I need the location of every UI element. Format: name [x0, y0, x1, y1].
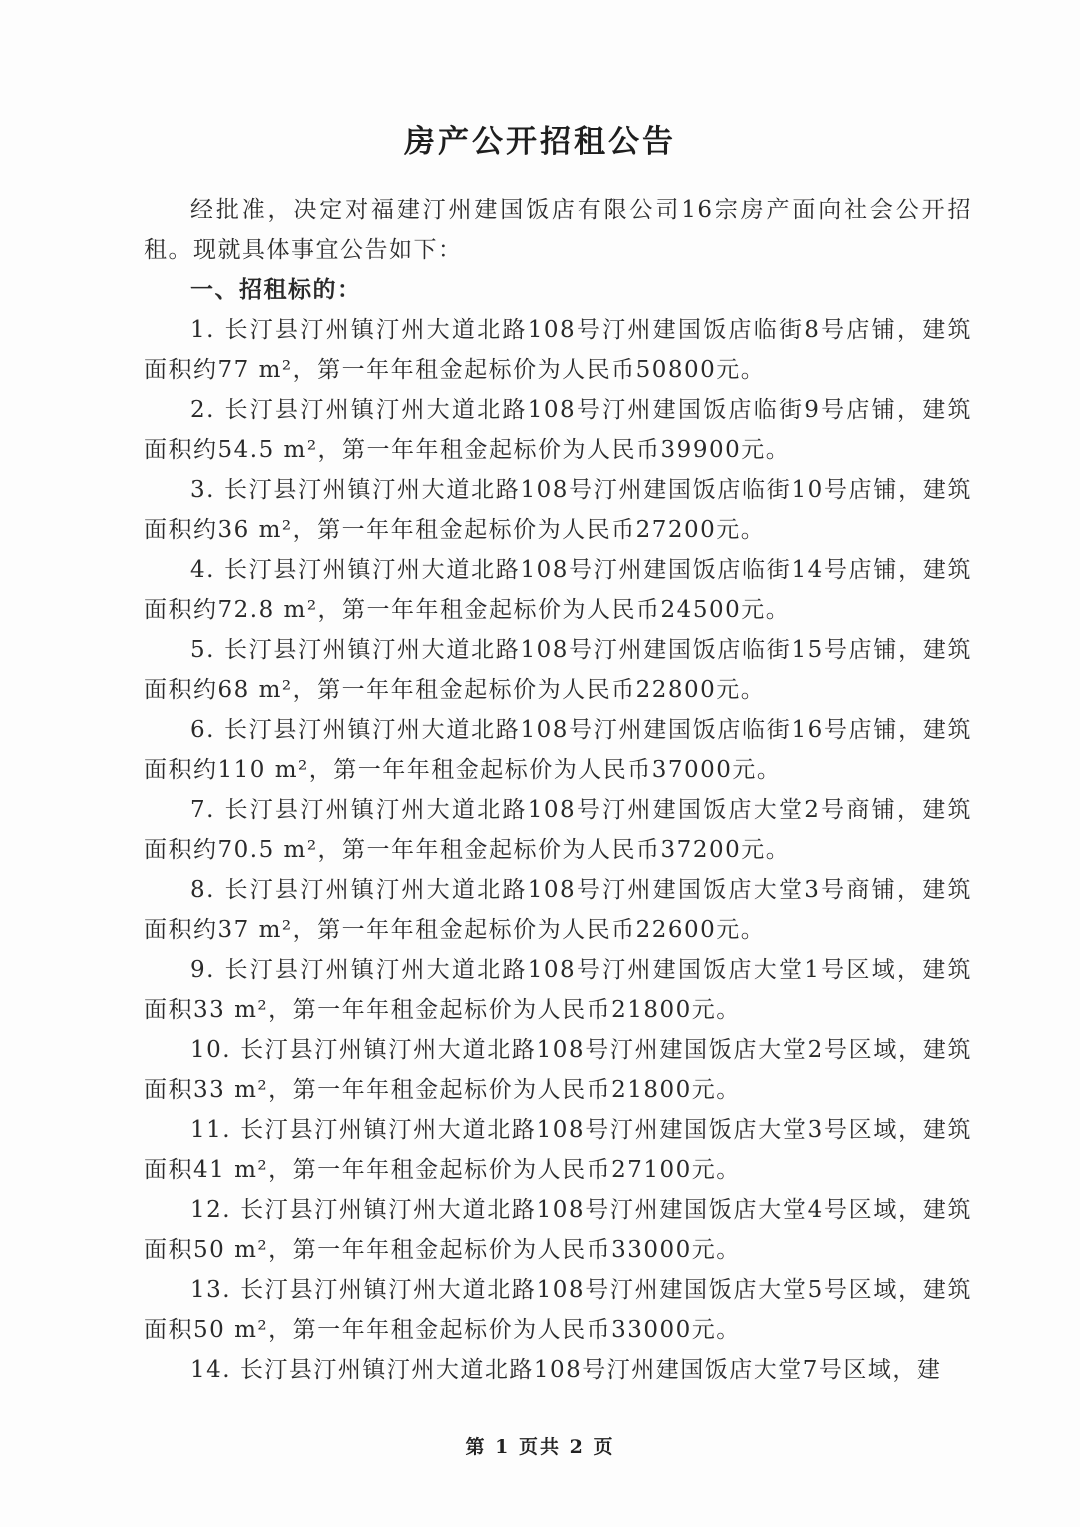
list-item: 1. 长汀县汀州镇汀州大道北路108号汀州建国饭店临街8号店铺，建筑面积约77 m²，第一年年租金起标价为人民币50800元。 [144, 317, 972, 383]
list-item: 5. 长汀县汀州镇汀州大道北路108号汀州建国饭店临街15号店铺，建筑面积约68 m²，第一年年租金起标价为人民币22800元。 [144, 637, 972, 703]
list-item: 13. 长汀县汀州镇汀州大道北路108号汀州建国饭店大堂5号区域，建筑面积50 m²，第一年年租金起标价为人民币33000元。 [144, 1277, 972, 1343]
list-item: 8. 长汀县汀州镇汀州大道北路108号汀州建国饭店大堂3号商铺，建筑面积约37 m²，第一年年租金起标价为人民币22600元。 [144, 877, 972, 943]
section-heading: 一、招租标的： [190, 277, 362, 303]
page-number-footer: 第 1 页共 2 页 [465, 1436, 615, 1458]
list-item: 12. 长汀县汀州镇汀州大道北路108号汀州建国饭店大堂4号区域，建筑面积50 m²，第一年年租金起标价为人民币33000元。 [144, 1197, 972, 1263]
list-item: 4. 长汀县汀州镇汀州大道北路108号汀州建国饭店临街14号店铺，建筑面积约72.8 m²，第一年年租金起标价为人民币24500元。 [144, 557, 972, 623]
list-item: 11. 长汀县汀州镇汀州大道北路108号汀州建国饭店大堂3号区域，建筑面积41 m²，第一年年租金起标价为人民币27100元。 [144, 1117, 972, 1183]
list-item: 3. 长汀县汀州镇汀州大道北路108号汀州建国饭店临街10号店铺，建筑面积约36 m²，第一年年租金起标价为人民币27200元。 [144, 477, 972, 543]
document-body [144, 190, 972, 1390]
item-list [144, 310, 972, 1390]
intro-paragraph: 经批准，决定对福建汀州建国饭店有限公司16宗房产面向社会公开招租。现就具体事宜公告如下： [144, 197, 972, 263]
list-item: 6. 长汀县汀州镇汀州大道北路108号汀州建国饭店临街16号店铺，建筑面积约110 m²，第一年年租金起标价为人民币37000元。 [144, 717, 972, 783]
list-item: 10. 长汀县汀州镇汀州大道北路108号汀州建国饭店大堂2号区域，建筑面积33 m²，第一年年租金起标价为人民币21800元。 [144, 1037, 972, 1103]
list-item: 2. 长汀县汀州镇汀州大道北路108号汀州建国饭店临街9号店铺，建筑面积约54.5 m²，第一年年租金起标价为人民币39900元。 [144, 397, 972, 463]
list-item: 9. 长汀县汀州镇汀州大道北路108号汀州建国饭店大堂1号区域，建筑面积33 m²，第一年年租金起标价为人民币21800元。 [144, 957, 972, 1023]
page-title: 房产公开招租公告 [404, 124, 676, 160]
list-item: 14. 长汀县汀州镇汀州大道北路108号汀州建国饭店大堂7号区域，建 [190, 1357, 942, 1383]
list-item: 7. 长汀县汀州镇汀州大道北路108号汀州建国饭店大堂2号商铺，建筑面积约70.5 m²，第一年年租金起标价为人民币37200元。 [144, 797, 972, 863]
